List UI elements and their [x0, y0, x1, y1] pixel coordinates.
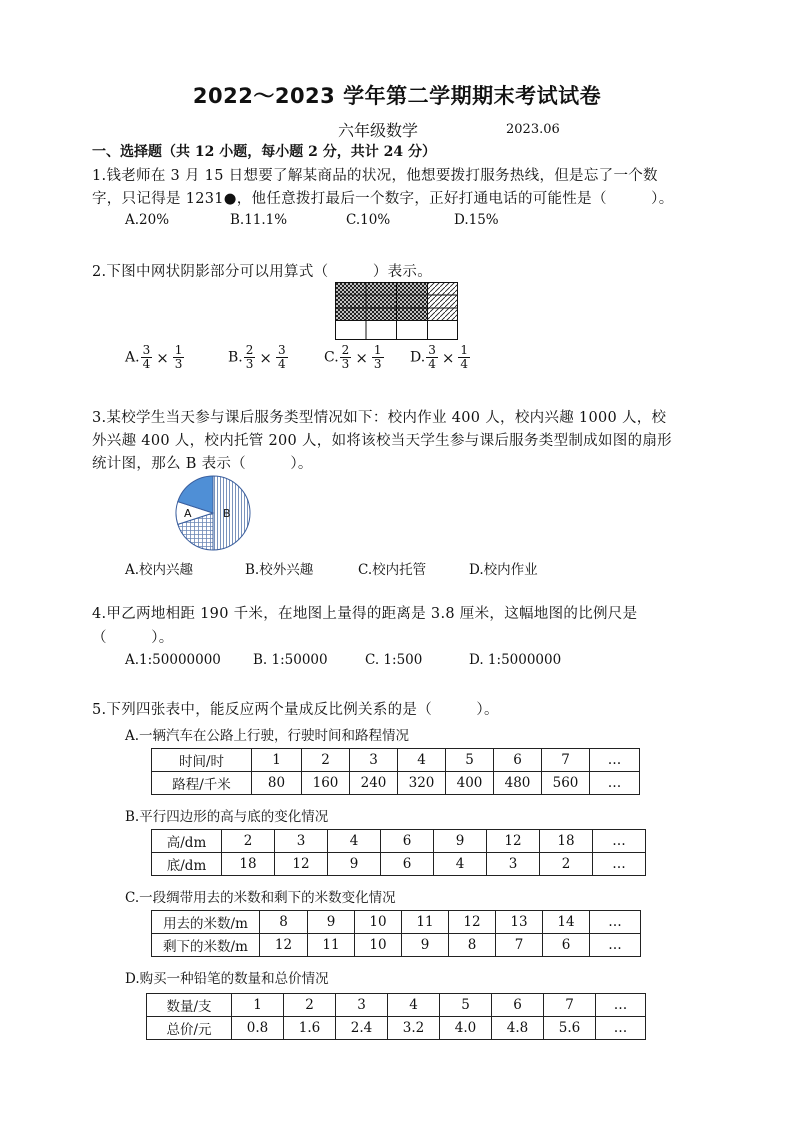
q3-pie-chart	[174, 474, 252, 552]
denominator: 4	[277, 357, 286, 371]
numerator: 1	[373, 343, 382, 357]
table-cell: 18	[540, 830, 593, 853]
q4-option-b: B. 1:50000	[253, 652, 328, 668]
table-cell: 1.6	[284, 1017, 336, 1040]
table-cell: 9	[328, 853, 381, 876]
denominator: 4	[142, 357, 151, 371]
table-cell: 9	[308, 911, 355, 934]
table-row	[152, 830, 646, 853]
denominator: 4	[460, 357, 469, 371]
table-cell: …	[590, 749, 640, 772]
option-label: D.	[410, 349, 426, 366]
table-cell: 4	[434, 853, 487, 876]
table-cell: 3	[275, 830, 328, 853]
grade-subject: 六年级数学	[338, 121, 419, 140]
table-cell: 2	[222, 830, 275, 853]
table-cell: 320	[398, 772, 446, 795]
times-sign: ×	[441, 348, 455, 367]
table-cell: 6	[494, 749, 542, 772]
section-heading: 一、选择题（共 12 小题，每小题 2 分，共计 24 分）	[92, 144, 436, 160]
fraction	[244, 344, 256, 371]
q2-option-b	[228, 344, 289, 371]
q5-table-d-caption: D.购买一种铅笔的数量和总价情况	[125, 971, 329, 987]
fraction	[458, 344, 470, 371]
q1-option-b: B.11.1%	[230, 212, 288, 228]
table-cell: …	[596, 1017, 646, 1040]
table-cell: 1	[232, 994, 284, 1017]
row-header: 数量/支	[147, 994, 232, 1017]
table-cell: 12	[275, 853, 328, 876]
q4-option-a: A.1:50000000	[125, 652, 221, 668]
table-cell: 5.6	[544, 1017, 596, 1040]
table-cell: 4	[388, 994, 440, 1017]
q4-line1: 4.甲乙两地相距 190 千米，在地图上量得的距离是 3.8 厘米，这幅地图的比例尺是	[92, 606, 638, 622]
table-row	[152, 934, 641, 957]
table-cell: 3	[487, 853, 540, 876]
table-cell: …	[590, 934, 641, 957]
row-header: 用去的米数/m	[152, 911, 260, 934]
row-header: 高/dm	[152, 830, 222, 853]
q1-option-a: A.20%	[125, 212, 170, 228]
numerator: 3	[428, 343, 436, 357]
table-row	[152, 749, 640, 772]
option-label: C.	[324, 349, 339, 366]
q2-option-d	[410, 344, 471, 371]
page-title: 2022～2023 学年第二学期期末考试试卷	[192, 84, 602, 108]
fraction	[173, 344, 185, 371]
table-cell: 2	[302, 749, 350, 772]
table-cell: 2.4	[336, 1017, 388, 1040]
q5-table-d	[146, 993, 646, 1040]
table-row	[147, 994, 646, 1017]
table-cell: 6	[543, 934, 590, 957]
q3-option-b: B.校外兴趣	[245, 562, 314, 578]
table-cell: 12	[260, 934, 308, 957]
table-cell: 0.8	[232, 1017, 284, 1040]
table-cell: 12	[487, 830, 540, 853]
table-row	[147, 1017, 646, 1040]
table-cell: 4.8	[492, 1017, 544, 1040]
q1-option-c: C.10%	[346, 212, 391, 228]
table-cell: 13	[496, 911, 543, 934]
q5-table-a-caption: A.一辆汽车在公路上行驶，行驶时间和路程情况	[125, 728, 410, 744]
q3-line1: 3.某校学生当天参与课后服务类型情况如下：校内作业 400 人，校内兴趣 1000 人，校	[92, 410, 667, 426]
fraction	[276, 344, 288, 371]
q2-option-c	[324, 344, 385, 371]
table-cell: 3	[350, 749, 398, 772]
table-cell: 11	[308, 934, 355, 957]
table-cell: 240	[350, 772, 398, 795]
q5-table-c-caption: C.一段绸带用去的米数和剩下的米数变化情况	[125, 890, 396, 906]
table-cell: 80	[252, 772, 302, 795]
row-header: 路程/千米	[152, 772, 252, 795]
numerator: 1	[460, 343, 469, 357]
table-cell: …	[590, 911, 641, 934]
table-cell: …	[590, 772, 640, 795]
table-cell: 1	[252, 749, 302, 772]
q3-option-d: D.校内作业	[469, 562, 538, 578]
table-cell: 160	[302, 772, 350, 795]
table-cell: 7	[544, 994, 596, 1017]
option-label: A.	[125, 349, 140, 366]
table-cell: …	[593, 830, 646, 853]
table-cell: 8	[260, 911, 308, 934]
q5-table-b-caption: B.平行四边形的高与底的变化情况	[125, 809, 329, 825]
table-row	[152, 911, 641, 934]
row-header: 底/dm	[152, 853, 222, 876]
table-row	[152, 853, 646, 876]
denominator: 3	[341, 357, 350, 371]
q3-option-c: C.校内托管	[358, 562, 427, 578]
pie-slice-b	[213, 476, 250, 550]
table-cell: 4	[328, 830, 381, 853]
table-cell: …	[596, 994, 646, 1017]
table-cell: 400	[446, 772, 494, 795]
q1-option-d: D.15%	[454, 212, 499, 228]
table-cell: 12	[449, 911, 496, 934]
table-cell: 6	[381, 830, 434, 853]
row-header: 总价/元	[147, 1017, 232, 1040]
denominator: 4	[428, 357, 436, 371]
q2-text: 2.下图中网状阴影部分可以用算式（ ）表示。	[92, 264, 433, 280]
q5-table-b	[151, 829, 646, 876]
table-cell: 14	[543, 911, 590, 934]
row-header: 时间/时	[152, 749, 252, 772]
table-cell: 7	[496, 934, 543, 957]
q5-text: 5.下列四张表中，能反应两个量成反比例关系的是（ ）。	[92, 702, 499, 718]
pie-label-b: B	[223, 507, 231, 520]
pie-label-a: A	[184, 507, 192, 520]
numerator: 3	[142, 343, 151, 357]
table-cell: …	[593, 853, 646, 876]
table-cell: 9	[402, 934, 449, 957]
table-row	[152, 772, 640, 795]
option-label: B.	[228, 349, 243, 366]
denominator: 3	[373, 357, 382, 371]
times-sign: ×	[156, 348, 169, 367]
times-sign: ×	[259, 348, 272, 367]
table-cell: 4.0	[440, 1017, 492, 1040]
numerator: 2	[245, 343, 254, 357]
table-cell: 6	[492, 994, 544, 1017]
fraction	[340, 344, 352, 371]
q4-option-d: D. 1:5000000	[469, 652, 562, 668]
numerator: 1	[174, 343, 183, 357]
times-sign: ×	[355, 348, 368, 367]
q4-option-c: C. 1:500	[365, 652, 423, 668]
numerator: 3	[277, 343, 286, 357]
fraction	[141, 344, 153, 371]
denominator: 3	[245, 357, 254, 371]
row-header: 剩下的米数/m	[152, 934, 260, 957]
table-cell: 6	[381, 853, 434, 876]
table-cell: 2	[540, 853, 593, 876]
q2-grid-figure	[335, 282, 459, 340]
q3-option-a: A.校内兴趣	[125, 562, 194, 578]
q1-line2: 字，只记得是 1231●，他任意拨打最后一个数字，正好打通电话的可能性是（ ）。	[92, 191, 674, 207]
table-cell: 560	[542, 772, 590, 795]
q5-table-a	[151, 748, 640, 795]
table-cell: 5	[446, 749, 494, 772]
table-cell: 8	[449, 934, 496, 957]
fraction	[426, 344, 438, 371]
table-cell: 480	[494, 772, 542, 795]
mesh-shaded-region	[336, 283, 428, 321]
table-cell: 11	[402, 911, 449, 934]
q3-line2: 外兴趣 400 人，校内托管 200 人，如将该校当天学生参与课后服务类型制成如图的扇形	[92, 433, 672, 449]
fraction	[372, 344, 384, 371]
table-cell: 10	[355, 911, 402, 934]
table-cell: 18	[222, 853, 275, 876]
q4-line2: （ ）。	[92, 630, 174, 646]
numerator: 2	[341, 343, 350, 357]
hatched-region	[428, 283, 458, 321]
table-cell: 3.2	[388, 1017, 440, 1040]
q2-option-a	[125, 344, 185, 371]
table-cell: 2	[284, 994, 336, 1017]
q3-line3: 统计图，那么 B 表示（ ）。	[92, 456, 313, 472]
table-cell: 9	[434, 830, 487, 853]
exam-date: 2023.06	[506, 122, 560, 137]
table-cell: 4	[398, 749, 446, 772]
table-cell: 7	[542, 749, 590, 772]
table-cell: 5	[440, 994, 492, 1017]
q5-table-c	[151, 910, 641, 957]
denominator: 3	[174, 357, 183, 371]
table-cell: 10	[355, 934, 402, 957]
table-cell: 3	[336, 994, 388, 1017]
q1-line1: 1.钱老师在 3 月 15 日想要了解某商品的状况，他想要拨打服务热线，但是忘了一个数	[92, 168, 658, 184]
